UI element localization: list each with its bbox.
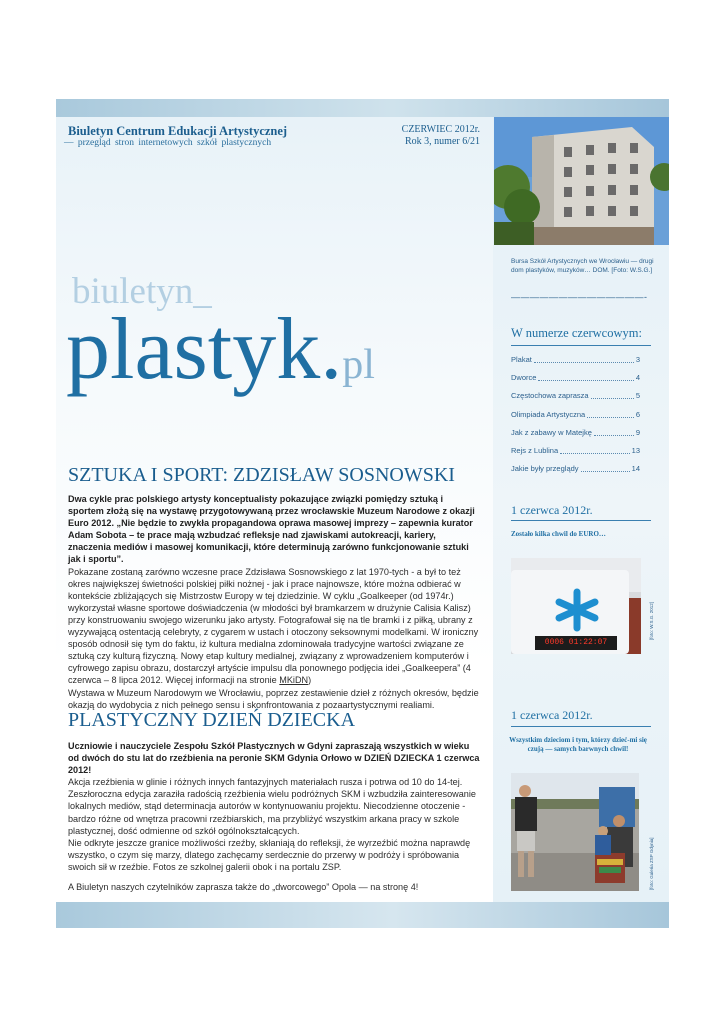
toc-item-lublin[interactable]	[511, 441, 640, 459]
publication-subtitle: — przegląd stron internetowych szkół plastycznych	[64, 138, 272, 148]
section2-rule	[511, 726, 651, 727]
logo-suffix: pl	[342, 342, 375, 388]
toc-item-dworce[interactable]	[511, 368, 640, 386]
sidebar-section2-heading: 1 czerwca 2012r.	[511, 708, 593, 722]
building-photo	[494, 117, 669, 245]
sidebar-section1-heading: 1 czerwca 2012r.	[511, 503, 593, 517]
toc-label: Jakie były przeglądy	[511, 464, 579, 474]
clock-display: 0006 01:22:07	[544, 638, 608, 647]
toc-leader	[581, 471, 630, 472]
bottom-banner-bar	[56, 902, 669, 928]
toc-leader	[560, 453, 630, 454]
issue-date-block	[380, 124, 480, 148]
top-banner-bar	[56, 99, 669, 117]
toc-leader	[538, 380, 633, 381]
logo-main: plastyk.	[66, 301, 343, 398]
toc-page: 13	[631, 446, 640, 456]
toc-label: Dworce	[511, 372, 537, 382]
toc-label: Plakat	[511, 354, 532, 364]
photo2-credit: [foto: W.S.G. 2012]	[649, 601, 654, 640]
article2-closing: A Biuletyn naszych czytelników zaprasza także do „dworcowego” Opola — na stronę 4!	[68, 882, 419, 893]
mkidn-link[interactable]: MKiDN	[279, 675, 309, 686]
section1-note: Zostało kilka chwil do EURO…	[511, 530, 606, 538]
toc-item-olimpiada[interactable]	[511, 405, 640, 423]
photo1-caption: Bursa Szkół Artystycznych we Wrocławiu — drugi dom plastyków, muzyków… DOM. [Foto: W.S.G.]	[511, 258, 654, 274]
euro-clock-photo	[511, 558, 641, 654]
article1-heading: SZTUKA I SPORT: ZDZISŁAW SOSNOWSKI	[68, 464, 455, 486]
toc-page: 4	[635, 372, 640, 382]
article1-body	[68, 493, 480, 711]
toc-leader	[594, 435, 634, 436]
toc-label: Jak z zabawy w Matejkę	[511, 427, 592, 437]
table-of-contents	[511, 350, 640, 478]
toc-label: Częstochowa zaprasza	[511, 391, 589, 401]
article1-lead: Dwa cykle prac polskiego artysty konceptualisty pokazujące związki pomiędzy sztuką i sportem złożą się na wystawę przygotowywaną przez wrocławskie Muzeum Narodowe z okazji Euro 2012. „Nie będzie to zwykła propagandowa oprawa masowej imprezy – zapewnia kurator Adam Sobota – te prace mają wzbudzać refleksje nad zjawiskami autokreacji, kariery, znaczenia mediów i masowej komunikacji, które determinują zarówno funkcjonowanie sztuki jak i sportu”.	[68, 494, 475, 565]
toc-heading: W numerze czerwcowym:	[511, 326, 642, 340]
toc-item-czestochowa[interactable]	[511, 387, 640, 405]
toc-leader	[534, 362, 634, 363]
toc-item-plakat[interactable]	[511, 350, 640, 368]
article2-lead: Uczniowie i nauczyciele Zespołu Szkół Plastycznych w Gdyni zapraszają wszystkich w wieku od dwóch do stu lat do rzeźbienia na peronie SKM Gdynia Orłowo w DZIEŃ DZIECKA 1 czerwca 2012!	[68, 741, 480, 776]
issue-number: Rok 3, numer 6/21	[405, 136, 480, 147]
toc-page: 3	[635, 354, 640, 364]
logo-plastyk	[66, 300, 375, 415]
article1-text1-end: )	[308, 675, 312, 686]
toc-page: 5	[635, 391, 640, 401]
section1-rule	[511, 520, 651, 521]
article1-text1: Pokazane zostaną zarówno wczesne prace Zdzisława Sosnowskiego z lat 1970-tych - a był to też okres największej świetności polskiej piłki nożnej - jak i prace najnowsze, które można odbierać w kontekście zbliżających się Mistrzostw Europy w tej dziedzinie. W cyklu „Goalkeeper (od 1974r.) wykorzystał własne sportowe doświadczenia (w młodości był bramkarzem w drużynie Calisia Kalisz) przy konstruowaniu swojego wizerunku jako artysty. Fotografował się na tle bramki i z piłką, ubrany z wyzywającą ostentacją celebryty, z cygarem w ustach i otoczony seksownymi modelkami. W ironiczny sposób odnosił się tym do faktu, iż kultura medialna zdominowała tradycyjne wartości związane ze sztuką czy kulturą fizyczną. Nowy etap kultury medialnej, związany z wprowadzeniem komputerów i cyfrowego zapisu obrazu, dostarczył artyście impulsu dla ponownego podjęcia idei „Goalkeepera” (4 czerwca – 8 lipca 2012. Więcej informacji na stronie	[68, 566, 479, 686]
toc-item-matejko[interactable]	[511, 423, 640, 441]
logo-biuletyn: biuletyn_	[72, 271, 212, 312]
toc-page: 9	[635, 427, 640, 437]
sculpting-photo	[511, 773, 639, 891]
section2-note: Wszystkim dzieciom i tym, którzy dzieć-mi się czują — samych barwnych chwil!	[509, 736, 647, 753]
toc-heading-rule	[511, 345, 651, 346]
toc-page: 14	[631, 464, 640, 474]
article2-text1: Akcja rzeźbienia w glinie i różnych innych fantazyjnych materiałach rusza i potrwa od 10 do 14-tej. Zeszłoroczna edycja zaraziła radością rzeźbienia wielu podróżnych SKM i wzbudziła zainteresowanie lokalnych mediów, stąd determinacja autorów w kontynuowaniu projektu. Niecodzienne otoczenie - bardzo różne od wnętrza pracowni rzeźbiarskich, ma przybliżyć wszystkim arkana pracy w szkole plastycznej, dość odmienne od szkół ogólnokształcących.	[68, 777, 476, 836]
toc-leader	[587, 417, 634, 418]
article2-body	[68, 740, 480, 893]
caption-divider: ——————————————-	[511, 292, 648, 302]
article1-text2: Wystawa w Muzeum Narodowym we Wrocławiu, poprzez zestawienie dzieł z różnych okresów, będzie okazją do wydobycia z nich pełnego sensu i skonfrontowania z pozaartystycznymi realiami.	[68, 687, 479, 710]
article2-text2: Nie odkryte jeszcze granice możliwości rzeźby, skłaniają do refleksji, że wyrzeźbić można naprawdę wszystko, o czym się marzy, dlatego zachęcamy serdecznie do przerwy w podróży i spróbowania swoich sił w rzeźbie. Fotos ze szkolnej galerii obok i na portalu ZSP.	[68, 837, 471, 872]
toc-leader	[591, 398, 634, 399]
toc-label: Rejs z Lublina	[511, 446, 559, 456]
publication-title: Biuletyn Centrum Edukacji Artystycznej	[68, 124, 288, 138]
issue-date: CZERWIEC 2012r.	[401, 124, 480, 135]
toc-label: Olimpiada Artystyczna	[511, 409, 586, 419]
photo3-credit: [foto: Galeria ZSP Gdynia]	[649, 837, 654, 890]
article2-heading: PLASTYCZNY DZIEŃ DZIECKA	[68, 709, 356, 731]
toc-page: 6	[635, 409, 640, 419]
toc-item-przeglady[interactable]	[511, 460, 640, 478]
